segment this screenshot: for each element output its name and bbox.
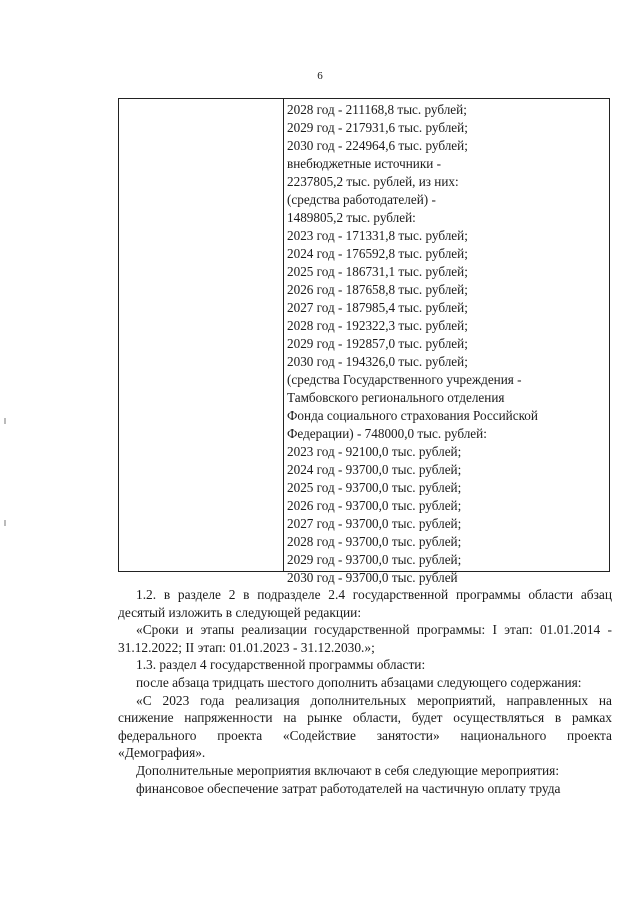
paragraph: «Сроки и этапы реализации государственной программы: I этап: 01.01.2014 - 31.12.2022; II этап: 01.01.2023 - 31.12.2030.»; <box>118 622 612 655</box>
table-line: 2023 год - 171331,8 тыс. рублей; <box>287 228 468 243</box>
paragraph: «С 2023 года реализация дополнительных мероприятий, направленных на снижение напряженности на рынке области, будет осуществляться в рамках федерального проекта «Содействие занятости» национального проекта «Демография». <box>118 692 612 761</box>
table-line: 2028 год - 93700,0 тыс. рублей; <box>287 534 462 549</box>
table-line: 2028 год - 211168,8 тыс. рублей; <box>287 102 467 117</box>
table-line: внебюджетные источники - <box>287 156 442 171</box>
paragraph: финансовое обеспечение затрат работодателей на частичную оплату труда <box>136 780 561 796</box>
margin-mark <box>4 418 6 424</box>
paragraph: после абзаца тридцать шестого дополнить абзацами следующего содержания: <box>136 674 582 690</box>
margin-mark <box>4 520 6 526</box>
table-line: 2028 год - 192322,3 тыс. рублей; <box>287 318 468 333</box>
table-line: 2029 год - 93700,0 тыс. рублей; <box>287 552 462 567</box>
table-line: Тамбовского регионального отделения <box>287 390 505 405</box>
page-number: 6 <box>317 70 323 82</box>
table-line: (средства Государственного учреждения - <box>287 372 522 387</box>
table-line: 2237805,2 тыс. рублей, из них: <box>287 174 459 189</box>
table-line: 1489805,2 тыс. рублей: <box>287 210 416 225</box>
table-column-divider <box>283 99 284 571</box>
table-line: 2026 год - 93700,0 тыс. рублей; <box>287 498 462 513</box>
table-line: 2023 год - 92100,0 тыс. рублей; <box>287 444 462 459</box>
table-line: 2025 год - 93700,0 тыс. рублей; <box>287 480 462 495</box>
table-line: Федерации) - 748000,0 тыс. рублей: <box>287 426 487 441</box>
table-right-cell <box>287 101 609 587</box>
table-line: 2024 год - 176592,8 тыс. рублей; <box>287 246 468 261</box>
table-line: 2026 год - 187658,8 тыс. рублей; <box>287 282 468 297</box>
paragraph: Дополнительные мероприятия включают в себя следующие мероприятия: <box>136 762 560 778</box>
table-line: 2029 год - 217931,6 тыс. рублей; <box>287 120 468 135</box>
table-line: 2030 год - 93700,0 тыс. рублей <box>287 570 458 585</box>
table-line: 2030 год - 194326,0 тыс. рублей; <box>287 354 468 369</box>
paragraph: 1.3. раздел 4 государственной программы области: <box>136 657 426 673</box>
body-text <box>118 586 612 797</box>
table-line: Фонда социального страхования Российской <box>287 408 538 423</box>
table-line: 2024 год - 93700,0 тыс. рублей; <box>287 462 462 477</box>
funding-table <box>118 98 610 585</box>
table-line: 2027 год - 93700,0 тыс. рублей; <box>287 516 462 531</box>
table-line: 2029 год - 192857,0 тыс. рублей; <box>287 336 468 351</box>
table-line: 2027 год - 187985,4 тыс. рублей; <box>287 300 468 315</box>
table-line: 2030 год - 224964,6 тыс. рублей; <box>287 138 468 153</box>
table-line: 2025 год - 186731,1 тыс. рублей; <box>287 264 468 279</box>
table-line: (средства работодателей) - <box>287 192 436 207</box>
paragraph: 1.2. в разделе 2 в подразделе 2.4 государственной программы области абзац десятый изложить в следующей редакции: <box>118 587 612 620</box>
